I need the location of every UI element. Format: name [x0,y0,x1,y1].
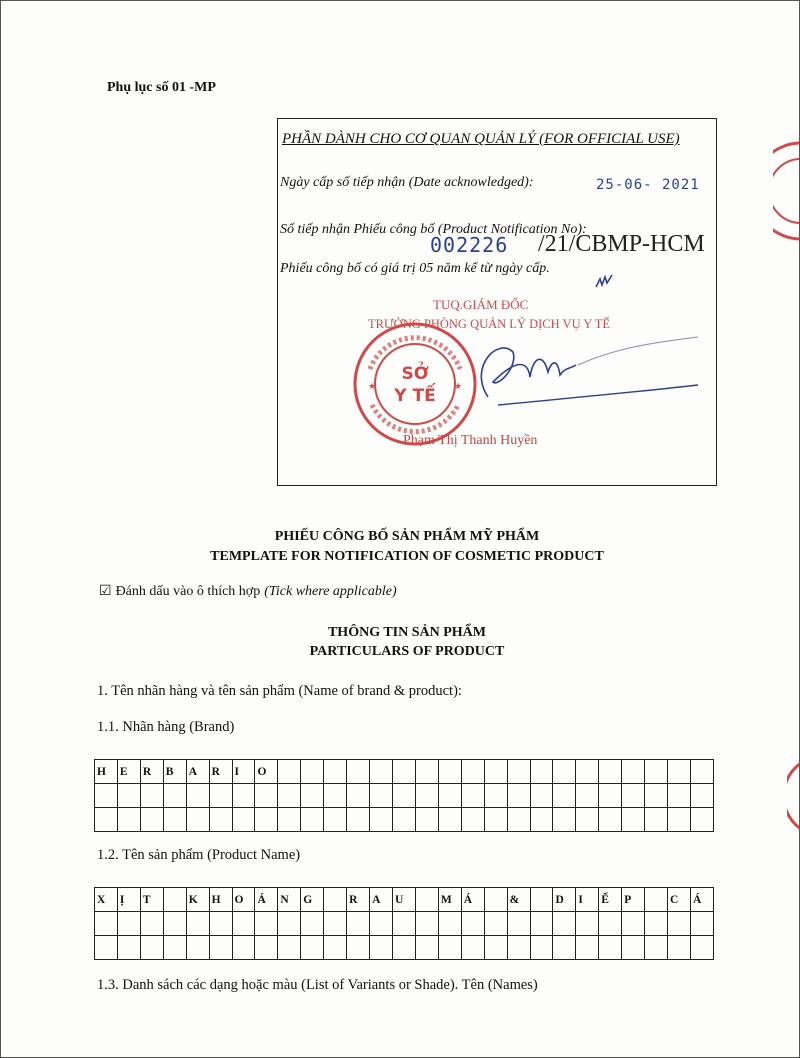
grid-cell [530,784,553,808]
signer-name: Phạm Thị Thanh Huyền [403,433,538,448]
grid-cell [324,936,347,960]
grid-cell [278,760,301,784]
grid-cell [255,808,278,832]
grid-cell [301,784,324,808]
svg-text:★: ★ [454,382,463,392]
grid-cell [209,784,232,808]
grid-cell [186,784,209,808]
grid-cell [553,808,576,832]
grid-cell [484,912,507,936]
grid-cell [599,760,622,784]
grid-cell: D [553,888,576,912]
grid-cell [645,784,668,808]
grid-cell: B [163,760,186,784]
form-title-en: TEMPLATE FOR NOTIFICATION OF COSMETIC PRODUCT [210,549,604,564]
signature-icon [458,327,708,417]
edge-seal-icon-lower [787,761,800,831]
grid-cell [324,784,347,808]
grid-cell [347,936,370,960]
grid-cell [415,760,438,784]
grid-cell [438,808,461,832]
grid-cell [668,936,691,960]
grid-cell [576,912,599,936]
grid-cell: I [232,760,255,784]
grid-cell [347,808,370,832]
grid-cell [301,936,324,960]
grid-cell: N [278,888,301,912]
grid-cell [530,888,553,912]
grid-cell [645,912,668,936]
grid-cell: & [507,888,530,912]
grid-cell [347,760,370,784]
validity-note: Phiếu công bố có giá trị 05 năm kể từ ngày cấp. [280,261,550,276]
grid-cell: R [347,888,370,912]
grid-cell [576,936,599,960]
grid-cell [530,760,553,784]
grid-cell [690,936,713,960]
grid-cell: H [209,888,232,912]
grid-cell [255,936,278,960]
grid-cell [461,760,484,784]
grid-cell [347,784,370,808]
grid-cell [576,760,599,784]
grid-cell: M [438,888,461,912]
grid-cell [392,760,415,784]
grid-cell [622,912,645,936]
grid-cell: Ị [117,888,140,912]
item-1-3-label: 1.3. Danh sách các dạng hoặc màu (List of Variants or Shade). Tên (Names) [97,977,538,993]
grid-row [95,784,714,808]
grid-row [95,888,714,912]
grid-cell [461,936,484,960]
grid-cell [599,784,622,808]
grid-cell [645,760,668,784]
grid-cell [576,808,599,832]
grid-cell [622,808,645,832]
tick-note-vn: Đánh dấu vào ô thích hợp [115,583,261,599]
grid-cell [163,912,186,936]
grid-cell [278,808,301,832]
grid-cell [140,784,163,808]
grid-cell: E [117,760,140,784]
grid-cell [668,760,691,784]
grid-cell [415,808,438,832]
grid-cell [461,912,484,936]
grid-cell [484,760,507,784]
notification-number-label: Số tiếp nhận Phiếu công bố (Product Notification No): [280,222,587,237]
grid-cell [163,936,186,960]
grid-cell: H [95,760,118,784]
grid-cell [140,936,163,960]
official-use-box [277,118,717,486]
form-title-vn: PHIẾU CÔNG BỐ SẢN PHẨM MỸ PHẨM [274,529,540,544]
grid-cell: I [576,888,599,912]
grid-cell [507,784,530,808]
grid-cell [209,808,232,832]
grid-cell: C [668,888,691,912]
grid-cell [645,888,668,912]
grid-cell [438,760,461,784]
grid-cell [95,808,118,832]
grid-cell [232,808,255,832]
brand-char-grid [94,759,714,832]
grid-row [95,912,714,936]
edge-seal-icon [773,141,800,241]
grid-cell: O [255,760,278,784]
grid-cell [484,888,507,912]
tick-note-en: (Tick where applicable) [264,583,397,599]
grid-cell: U [392,888,415,912]
grid-cell: Á [461,888,484,912]
grid-cell [392,808,415,832]
grid-cell [186,808,209,832]
grid-cell [507,808,530,832]
grid-cell [278,936,301,960]
grid-row [95,760,714,784]
grid-row [95,808,714,832]
grid-cell [668,912,691,936]
checked-box-icon: ☑ [99,584,112,599]
grid-cell [530,936,553,960]
grid-cell [645,936,668,960]
grid-cell: Á [690,888,713,912]
grid-cell [232,784,255,808]
svg-text:SỞ: SỞ [401,364,429,384]
grid-cell [232,936,255,960]
grid-cell [232,912,255,936]
grid-cell [255,784,278,808]
grid-cell: G [301,888,324,912]
grid-cell [599,808,622,832]
grid-cell [163,888,186,912]
grid-cell [117,808,140,832]
grid-cell [484,936,507,960]
grid-cell [622,760,645,784]
notification-number-suffix: /21/CBMP-HCM [538,231,705,257]
product-name-char-grid [94,887,714,960]
grid-cell: X [95,888,118,912]
grid-cell [576,784,599,808]
grid-cell [599,936,622,960]
grid-cell [392,784,415,808]
grid-cell [553,912,576,936]
grid-cell [186,936,209,960]
grid-cell: Ế [599,888,622,912]
item-1-2-label: 1.2. Tên sản phẩm (Product Name) [97,847,301,863]
grid-cell: R [209,760,232,784]
grid-cell [668,808,691,832]
signer-department: TRƯỞNG PHÒNG QUẢN LÝ DỊCH VỤ Y TẾ [368,317,610,331]
grid-cell: T [140,888,163,912]
grid-cell [690,784,713,808]
grid-cell [163,808,186,832]
official-use-heading: PHẦN DÀNH CHO CƠ QUAN QUẢN LÝ (FOR OFFICIAL USE) [282,131,680,147]
grid-cell: K [186,888,209,912]
grid-cell [278,784,301,808]
grid-cell [392,936,415,960]
grid-cell [255,912,278,936]
grid-cell [438,936,461,960]
grid-cell [415,784,438,808]
grid-cell [553,760,576,784]
grid-cell [301,808,324,832]
section-title-vn: THÔNG TIN SẢN PHẨM [327,625,487,640]
grid-cell [645,808,668,832]
grid-cell [690,808,713,832]
grid-cell: P [622,888,645,912]
section-title-en: PARTICULARS OF PRODUCT [309,644,505,659]
grid-cell [370,760,393,784]
grid-cell [117,912,140,936]
grid-cell [668,784,691,808]
grid-cell [415,912,438,936]
grid-cell: R [140,760,163,784]
grid-cell [117,784,140,808]
grid-cell [553,784,576,808]
grid-cell [370,808,393,832]
grid-cell [370,936,393,960]
grid-cell [484,808,507,832]
grid-cell [140,808,163,832]
grid-cell [324,912,347,936]
grid-cell: A [370,888,393,912]
item-1-1-label: 1.1. Nhãn hàng (Brand) [97,719,235,735]
svg-text:★: ★ [368,382,377,392]
grid-cell [461,808,484,832]
svg-text:Y TẾ: Y TẾ [394,386,436,406]
grid-cell [163,784,186,808]
grid-cell [622,936,645,960]
date-acknowledged-stamp: 25-06- 2021 [596,177,700,193]
grid-cell [507,912,530,936]
grid-cell [690,760,713,784]
grid-cell [186,912,209,936]
grid-cell [117,936,140,960]
grid-cell [95,912,118,936]
grid-cell [690,912,713,936]
grid-cell [209,912,232,936]
grid-cell [507,936,530,960]
grid-cell [438,784,461,808]
grid-cell [530,808,553,832]
grid-cell [370,912,393,936]
grid-cell [599,912,622,936]
initials-mark [594,273,614,291]
grid-cell [415,888,438,912]
grid-cell: A [186,760,209,784]
grid-cell [209,936,232,960]
grid-cell: Á [255,888,278,912]
grid-cell [484,784,507,808]
grid-cell [278,912,301,936]
grid-row [95,936,714,960]
grid-cell [95,936,118,960]
appendix-label: Phụ lục số 01 -MP [107,80,216,95]
grid-cell [392,912,415,936]
grid-cell [553,936,576,960]
grid-cell [438,912,461,936]
grid-cell: O [232,888,255,912]
grid-cell [95,784,118,808]
grid-cell [324,808,347,832]
notification-number-stamp: 002226 [430,233,509,257]
item-1-label: 1. Tên nhãn hàng và tên sản phẩm (Name of brand & product): [97,683,462,699]
grid-cell [140,912,163,936]
grid-cell [461,784,484,808]
grid-cell [370,784,393,808]
tick-note [99,583,397,600]
grid-cell [301,912,324,936]
grid-cell [415,936,438,960]
grid-cell [347,912,370,936]
signer-title: TUQ.GIÁM ĐỐC [433,297,529,312]
grid-cell [507,760,530,784]
date-acknowledged-label: Ngày cấp số tiếp nhận (Date acknowledged): [280,175,534,190]
grid-cell [301,760,324,784]
grid-cell [324,760,347,784]
grid-cell [324,888,347,912]
grid-cell [622,784,645,808]
grid-cell [530,912,553,936]
